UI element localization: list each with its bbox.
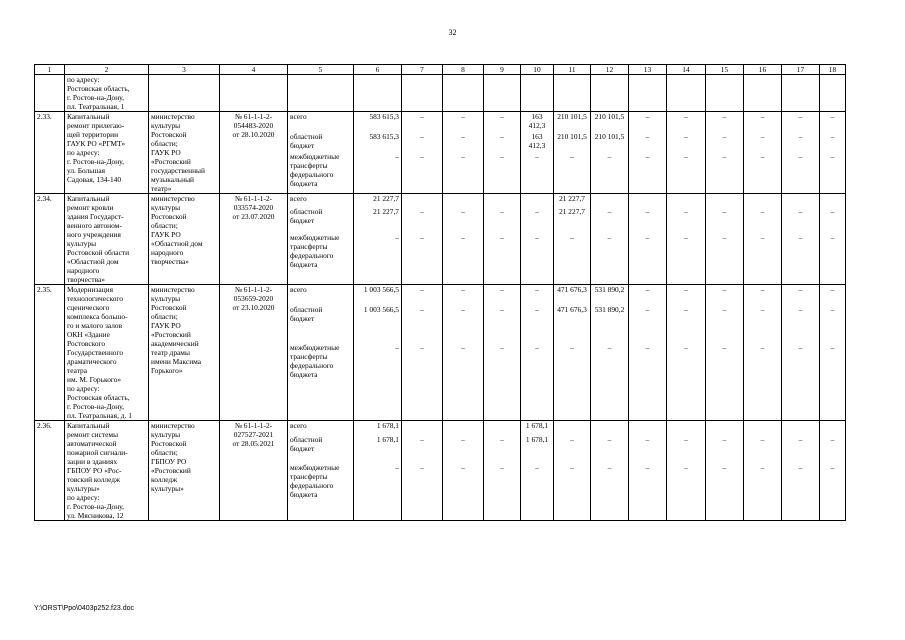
value-cell: 583 615,3 [354,132,402,152]
value-cell: – [782,207,820,233]
empty-cell [443,75,484,112]
value-cell: – [782,132,820,152]
value-cell [744,194,782,208]
value-cell: – [706,285,744,305]
column-number: 12 [591,65,629,75]
empty-cell [521,75,554,112]
value-cell: – [484,132,521,152]
value-cell: – [484,463,521,520]
source-label: всего [288,285,354,305]
row-number: 2.33. [35,112,65,194]
column-number: 2 [65,65,149,75]
value-cell: – [667,152,706,193]
value-cell: 1 678,1 [521,421,554,436]
value-cell: 163 412,3 [521,132,554,152]
empty-cell [782,75,820,112]
value-cell: – [782,112,820,133]
value-cell [667,421,706,436]
value-cell: – [402,152,443,193]
empty-cell [554,75,591,112]
value-cell: – [484,305,521,343]
empty-cell [820,75,846,112]
object-cell: по адресу: Ростовская область, г. Ростов-на-Дону, пл. Театральная, 1 [65,75,149,112]
value-cell: – [591,343,629,421]
value-cell: – [629,305,667,343]
document-cell: № 61-1-1-2- 054483-2020 от 28.10.2020 [220,112,288,194]
document-cell: № 61-1-1-2- 027527-2021 от 28.05.2021 [220,421,288,521]
empty-cell [744,75,782,112]
value-cell: – [591,152,629,193]
value-cell: 21 227,7 [554,194,591,208]
value-cell: – [629,207,667,233]
table-row [35,421,846,436]
value-cell: – [629,285,667,305]
value-cell: 1 003 566,5 [354,285,402,305]
page-number: 32 [448,28,457,37]
value-cell: – [744,305,782,343]
value-cell [782,421,820,436]
customer-cell: министерство культуры Ростовской области; ГБПОУ РО «Ростовский колледж культуры» [149,421,220,521]
empty-cell [706,75,744,112]
value-cell: – [744,132,782,152]
value-cell: – [629,152,667,193]
value-cell [443,194,484,208]
value-cell: – [782,305,820,343]
value-cell: – [354,233,402,285]
table-row [35,194,846,208]
value-cell: – [667,463,706,520]
value-cell: – [402,435,443,463]
column-number: 13 [629,65,667,75]
empty-cell [220,75,288,112]
value-cell: – [820,285,846,305]
value-cell: 163 412,3 [521,112,554,133]
value-cell: 471 676,3 [554,285,591,305]
value-cell: – [706,132,744,152]
value-cell: – [820,207,846,233]
value-cell [667,194,706,208]
value-cell: – [554,152,591,193]
column-number: 8 [443,65,484,75]
value-cell: – [443,152,484,193]
value-cell: 1 678,1 [354,421,402,436]
column-number: 1 [35,65,65,75]
value-cell: – [706,207,744,233]
value-cell: – [402,132,443,152]
value-cell: 21 227,7 [554,207,591,233]
value-cell: – [744,285,782,305]
value-cell: – [402,305,443,343]
source-label: всего [288,421,354,436]
table-row [35,112,846,133]
value-cell: – [744,112,782,133]
value-cell: – [820,233,846,285]
object-cell: Капитальный ремонт системы автоматической пожарной сигнали- зации в зданиях ГБПОУ РО «Рос- товский колледж культуры» по адресу: г. Ростов-на-Дону, ул. Мясникова, 12 [65,421,149,521]
value-cell: – [667,343,706,421]
value-cell: – [402,112,443,133]
value-cell: – [667,233,706,285]
value-cell: – [782,233,820,285]
value-cell: – [820,343,846,421]
value-cell: – [629,343,667,421]
column-number: 16 [744,65,782,75]
source-label: межбюджетные трансферты федерального бюджета [288,463,354,520]
value-cell: – [354,463,402,520]
value-cell: 471 676,3 [554,305,591,343]
value-cell: – [744,463,782,520]
value-cell: – [706,112,744,133]
value-cell: – [443,463,484,520]
continuation-row [35,75,846,112]
value-cell: – [782,463,820,520]
row-number: 2.36. [35,421,65,521]
column-number: 4 [220,65,288,75]
value-cell: – [402,233,443,285]
value-cell [591,194,629,208]
value-cell: – [443,233,484,285]
value-cell: – [484,343,521,421]
object-cell: Модернизация технологического сценического комплекса большо- го и малого залов ОКН «Здание Ростовского Государственного драматического театра им. М. Горького» по адресу: Ростовская область, г. Ростов-на-Дону, пл. Театральная, д. 1 [65,285,149,421]
value-cell: – [706,305,744,343]
value-cell: – [402,343,443,421]
value-cell: – [484,152,521,193]
value-cell: – [782,435,820,463]
value-cell: 531 890,2 [591,305,629,343]
value-cell: – [354,152,402,193]
value-cell [706,421,744,436]
value-cell: – [354,343,402,421]
value-cell: – [484,435,521,463]
value-cell: – [521,463,554,520]
source-label: областной бюджет [288,132,354,152]
value-cell [591,421,629,436]
column-number: 15 [706,65,744,75]
source-label: всего [288,112,354,133]
value-cell: – [820,152,846,193]
document-cell: № 61-1-1-2- 033574-2020 от 23.07.2020 [220,194,288,285]
source-label: областной бюджет [288,305,354,343]
value-cell [706,194,744,208]
value-cell: – [591,435,629,463]
customer-cell: министерство культуры Ростовской области; ГАУК РО «Областной дом народного творчества» [149,194,220,285]
source-label: областной бюджет [288,207,354,233]
value-cell: – [554,463,591,520]
column-number: 14 [667,65,706,75]
value-cell: – [706,233,744,285]
value-cell [443,421,484,436]
value-cell: – [484,207,521,233]
value-cell: 210 101,5 [554,132,591,152]
document-cell: № 61-1-1-2- 053659-2020 от 23.10.2020 [220,285,288,421]
value-cell: – [820,112,846,133]
column-number: 6 [354,65,402,75]
column-number: 10 [521,65,554,75]
value-cell: – [667,207,706,233]
value-cell [521,194,554,208]
object-cell: Капитальный ремонт прилегаю- щей территории ГАУК РО «РГМТ» по адресу: г. Ростов-на-Дону, ул. Большая Садовая, 134-140 [65,112,149,194]
value-cell: – [402,207,443,233]
column-number: 17 [782,65,820,75]
value-cell: – [820,463,846,520]
empty-cell [354,75,402,112]
value-cell: 21 227,7 [354,194,402,208]
empty-cell [149,75,220,112]
value-cell: – [782,285,820,305]
value-cell: – [782,152,820,193]
source-label: межбюджетные трансферты федерального бюджета [288,233,354,285]
value-cell [629,421,667,436]
value-cell: – [820,132,846,152]
value-cell: 1 678,1 [354,435,402,463]
empty-cell [484,75,521,112]
customer-cell: министерство культуры Ростовской области; ГАУК РО «Ростовский государственный музыкальный театр» [149,112,220,194]
empty-cell [629,75,667,112]
value-cell [744,421,782,436]
value-cell: – [591,233,629,285]
column-number: 3 [149,65,220,75]
value-cell: – [591,207,629,233]
value-cell: – [782,343,820,421]
value-cell: – [706,343,744,421]
value-cell: – [484,112,521,133]
source-label: межбюджетные трансферты федерального бюджета [288,152,354,193]
row-number: 2.35. [35,285,65,421]
column-number: 7 [402,65,443,75]
value-cell: – [554,343,591,421]
value-cell: – [629,132,667,152]
value-cell: 210 101,5 [591,132,629,152]
source-label: всего [288,194,354,208]
value-cell: – [521,207,554,233]
value-cell: – [706,152,744,193]
value-cell: 210 101,5 [554,112,591,133]
source-label: межбюджетные трансферты федерального бюджета [288,343,354,421]
source-label: областной бюджет [288,435,354,463]
value-cell: – [554,435,591,463]
column-number: 5 [288,65,354,75]
num-cell [35,75,65,112]
budget-table [34,64,846,521]
value-cell: 21 227,7 [354,207,402,233]
customer-cell: министерство культуры Ростовской области; ГАУК РО «Ростовский академический театр драмы имени Максима Горького» [149,285,220,421]
value-cell: 531 890,2 [591,285,629,305]
value-cell [402,421,443,436]
empty-cell [591,75,629,112]
value-cell: – [443,343,484,421]
value-cell [629,194,667,208]
value-cell: – [667,112,706,133]
value-cell: – [443,132,484,152]
value-cell: – [667,285,706,305]
value-cell: – [629,435,667,463]
value-cell: 210 101,5 [591,112,629,133]
file-path-footer: Y:\ORST\Ppo\0403p252.f23.doc [34,605,135,612]
value-cell [402,194,443,208]
value-cell: – [629,463,667,520]
value-cell [820,194,846,208]
value-cell [484,421,521,436]
value-cell: – [484,285,521,305]
value-cell: – [443,112,484,133]
value-cell: – [667,305,706,343]
value-cell: – [706,463,744,520]
value-cell: – [521,285,554,305]
value-cell: – [402,285,443,305]
value-cell: – [667,132,706,152]
column-number: 18 [820,65,846,75]
value-cell: – [554,233,591,285]
column-number-row [35,65,846,75]
value-cell [554,421,591,436]
value-cell: – [629,233,667,285]
column-number: 9 [484,65,521,75]
value-cell: 583 615,3 [354,112,402,133]
empty-cell [288,75,354,112]
value-cell: – [820,305,846,343]
value-cell: – [744,233,782,285]
value-cell: – [667,435,706,463]
value-cell: – [744,207,782,233]
empty-cell [667,75,706,112]
value-cell: – [629,112,667,133]
value-cell [782,194,820,208]
value-cell: – [820,435,846,463]
value-cell: – [744,435,782,463]
value-cell [484,194,521,208]
row-number: 2.34. [35,194,65,285]
value-cell: – [706,435,744,463]
value-cell: 1 678,1 [521,435,554,463]
value-cell: – [443,435,484,463]
column-number: 11 [554,65,591,75]
value-cell: – [744,152,782,193]
value-cell: – [744,343,782,421]
empty-cell [402,75,443,112]
value-cell: – [443,285,484,305]
value-cell: – [591,463,629,520]
value-cell: – [484,233,521,285]
table-row [35,285,846,305]
value-cell: – [521,152,554,193]
value-cell: – [521,305,554,343]
value-cell: – [443,207,484,233]
value-cell: – [443,305,484,343]
value-cell: – [521,233,554,285]
object-cell: Капитальный ремонт кровли здания Государст- венного автоном- ного учреждения культуры Ростовской области «Областной дом народного творчества» [65,194,149,285]
value-cell: 1 003 566,5 [354,305,402,343]
value-cell: – [402,463,443,520]
value-cell: – [521,343,554,421]
value-cell [820,421,846,436]
